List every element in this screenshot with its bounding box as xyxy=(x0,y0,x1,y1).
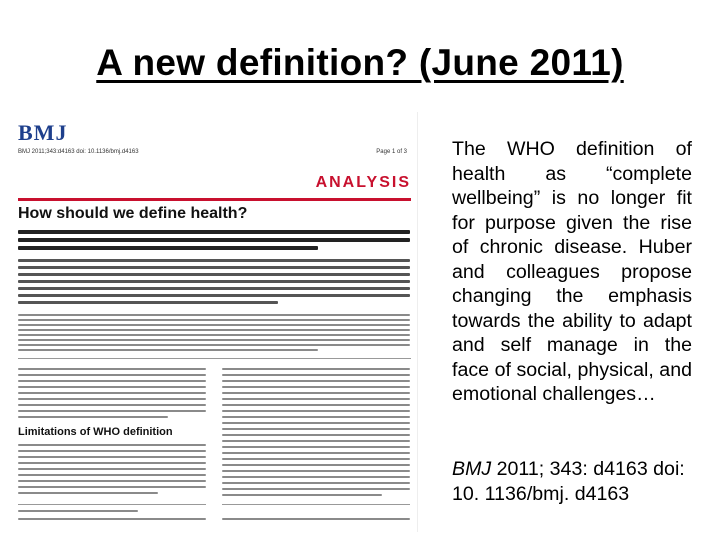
column-text-line xyxy=(222,488,410,490)
column-text-line xyxy=(222,398,410,400)
column-text-line xyxy=(222,458,410,460)
column-text-line xyxy=(18,474,206,476)
author-line xyxy=(18,287,410,290)
column-text-line xyxy=(18,374,206,376)
standfirst-line xyxy=(18,246,318,250)
column-text-line xyxy=(18,486,206,488)
column-text-line xyxy=(18,416,168,418)
column-text-line xyxy=(222,482,410,484)
author-line xyxy=(18,294,410,297)
column-text-line xyxy=(18,398,206,400)
author-line xyxy=(18,280,410,283)
article-title: How should we define health? xyxy=(18,205,248,222)
column-text-line xyxy=(222,374,410,376)
author-line xyxy=(18,266,410,269)
column-text-line xyxy=(222,422,410,424)
affiliation-line xyxy=(18,314,410,316)
column-text-line xyxy=(18,462,206,464)
column-text-line xyxy=(222,464,410,466)
affiliation-line xyxy=(18,324,410,326)
column-text-line xyxy=(18,368,206,370)
column-text-line xyxy=(222,428,410,430)
column-text-line xyxy=(18,410,206,412)
summary-paragraph: The WHO definition of health as “complete wellbeing” is no longer fit for purpose given the rise of chronic disease. Huber and colleagues propose changing the emphasis towards the ability to adapt and self manage in the face of social, physical, and emotional challenges… xyxy=(452,138,692,405)
affiliation-line xyxy=(18,334,410,336)
bmj-logo: BMJ xyxy=(18,120,68,145)
reference xyxy=(452,457,702,506)
footer-text-line xyxy=(222,518,410,520)
column-text-line xyxy=(222,452,410,454)
affiliation-line xyxy=(18,339,410,341)
limitations-heading: Limitations of WHO definition xyxy=(18,426,173,438)
article-thumbnail xyxy=(14,112,418,532)
article-citation-line: BMJ 2011;343:d4163 doi: 10.1136/bmj.d4163 xyxy=(18,149,139,155)
slide-title: A new definition? (June 2011) xyxy=(96,42,624,83)
standfirst-line xyxy=(18,230,410,234)
affiliation-line xyxy=(18,344,410,346)
column-text-line xyxy=(18,468,206,470)
column-text-line xyxy=(18,404,206,406)
affiliation-line xyxy=(18,349,318,351)
reference-details: 2011; 343: d4163 doi: 10. 1136/bmj. d4163 xyxy=(452,458,685,505)
standfirst-line xyxy=(18,238,410,242)
divider xyxy=(222,504,410,505)
divider xyxy=(18,358,411,359)
summary-text xyxy=(452,137,692,407)
column-text-line xyxy=(222,392,410,394)
column-text-line xyxy=(222,404,410,406)
column-text-line xyxy=(222,368,410,370)
column-text-line xyxy=(18,456,206,458)
column-text-line xyxy=(222,380,410,382)
footer-text-line xyxy=(18,510,138,512)
column-text-line xyxy=(222,470,410,472)
column-text-line xyxy=(222,434,410,436)
divider xyxy=(18,504,206,505)
article-section-label: ANALYSIS xyxy=(315,174,411,191)
section-divider xyxy=(18,198,411,201)
column-text-line xyxy=(222,476,410,478)
column-text-line xyxy=(18,386,206,388)
article-page-number: Page 1 of 3 xyxy=(376,149,407,155)
column-text-line xyxy=(18,480,206,482)
column-text-line xyxy=(18,444,206,446)
column-text-line xyxy=(222,410,410,412)
affiliation-line xyxy=(18,319,410,321)
author-line xyxy=(18,301,278,304)
column-text-line xyxy=(222,440,410,442)
author-line xyxy=(18,273,410,276)
column-text-line xyxy=(222,494,382,496)
affiliation-line xyxy=(18,329,410,331)
author-line xyxy=(18,259,410,262)
column-text-line xyxy=(222,446,410,448)
column-text-line xyxy=(18,380,206,382)
column-text-line xyxy=(18,492,158,494)
column-text-line xyxy=(222,386,410,388)
reference-journal: BMJ xyxy=(452,458,492,480)
column-text-line xyxy=(18,450,206,452)
footer-text-line xyxy=(18,518,206,520)
column-text-line xyxy=(222,416,410,418)
column-text-line xyxy=(18,392,206,394)
